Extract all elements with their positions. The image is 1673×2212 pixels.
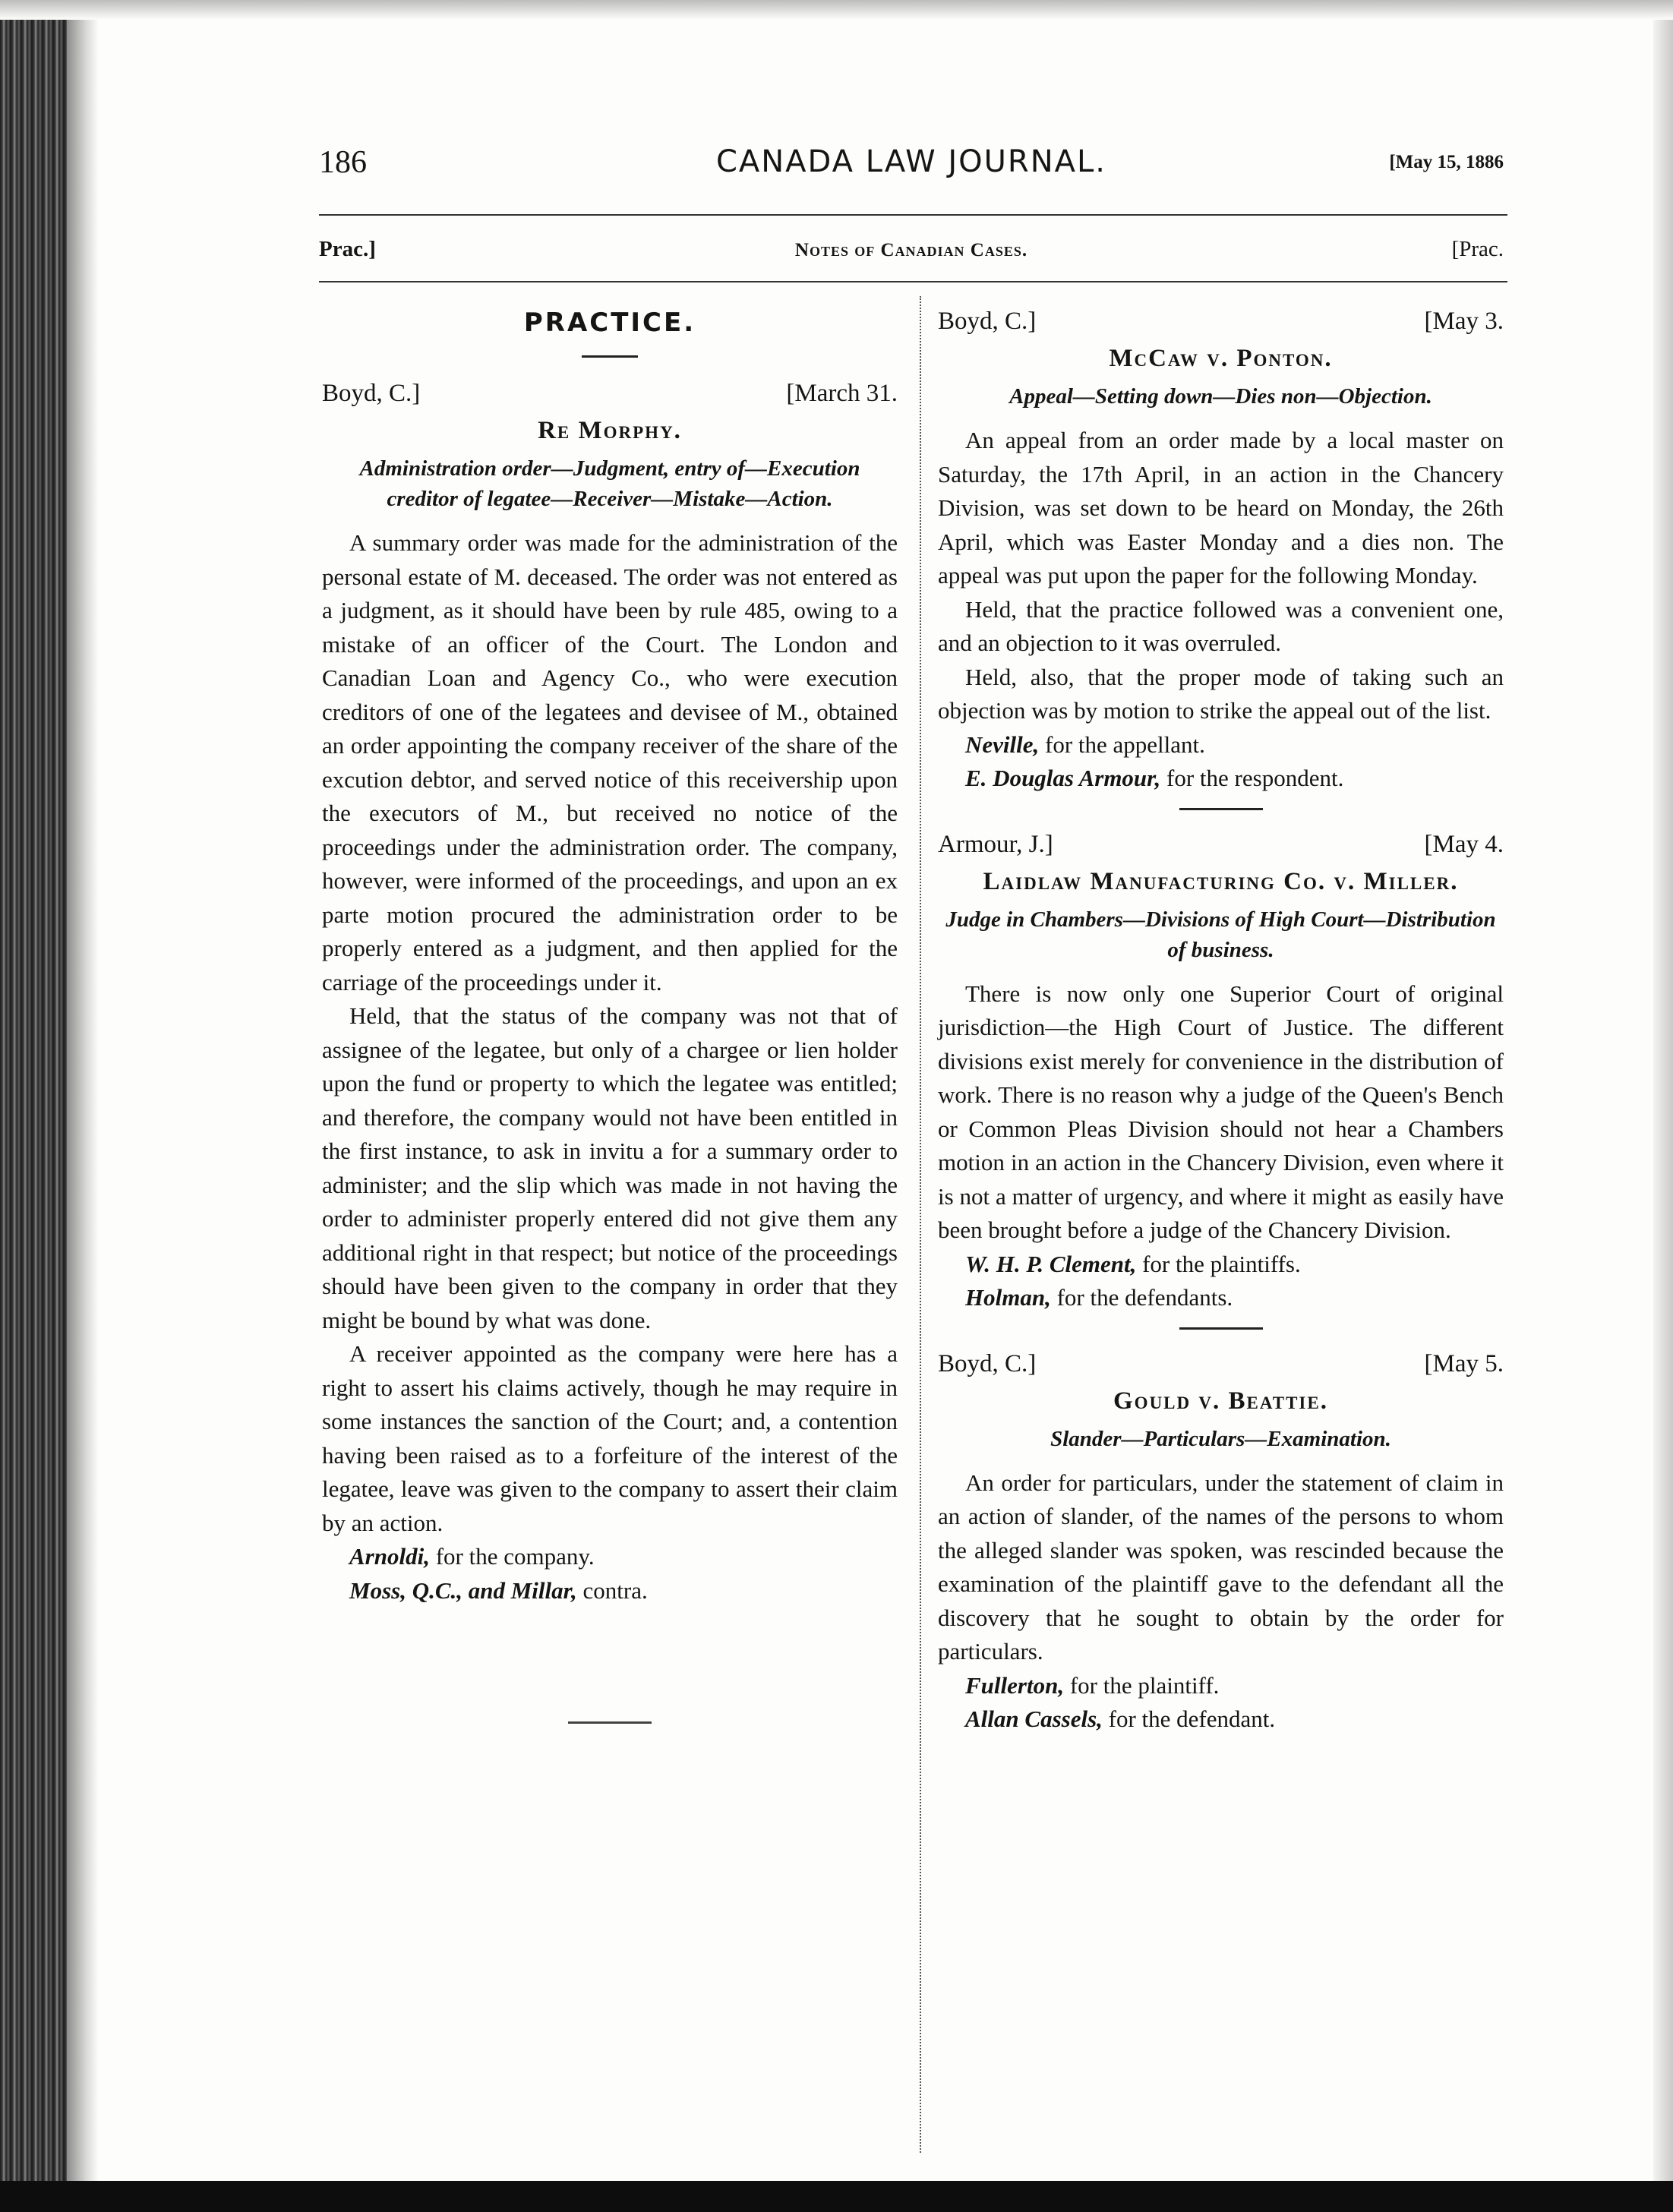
judge-name: Boyd, C.] <box>938 1349 1037 1377</box>
counsel-role: for the company. <box>429 1543 595 1570</box>
counsel-line <box>938 1281 1504 1315</box>
counsel-role: for the plaintiff. <box>1064 1671 1220 1699</box>
counsel-name: E. Douglas Armour, <box>965 765 1161 791</box>
section-center-label: Notes of Canadian Cases. <box>794 240 1028 260</box>
header-rule-top <box>319 214 1507 216</box>
case-separator <box>1179 808 1263 810</box>
left-column <box>322 304 898 1724</box>
book-binding <box>0 0 67 2212</box>
case-mccaw-v-ponton <box>938 304 1504 796</box>
case-paragraph: Held, also, that the proper mode of taking such an objection was by motion to strike the appeal out of the list. <box>938 663 1504 724</box>
case-date: [May 5. <box>1424 1349 1504 1377</box>
court-line <box>938 304 1504 339</box>
counsel-role: contra. <box>576 1576 648 1604</box>
case-headnote: Slander—Particulars—Examination. <box>1050 1426 1391 1451</box>
counsel-line <box>938 1669 1504 1703</box>
case-paragraph: A summary order was made for the administration of the personal estate of M. deceased. The order was not entered as a judgment, as it should have been by rule 485, owing to a mistake of an officer of the Court. The London and Canadian Loan and Agency Co., who were execution creditors of one of the legatees and devisee of M., obtained an order appointing the company receiver of the share of the excution debtor, and served notice of this receivership upon the executors of M., but received no notice of the proceedings under the administration order. The company, however, were informed of the proceedings, and upon an ex parte motion procured the administration order to be properly entered as a judgment, and then applied for the carriage of the proceedings under it. <box>322 529 898 996</box>
judge-name: Boyd, C.] <box>938 308 1037 335</box>
issue-date: [May 15, 1886 <box>1389 152 1504 172</box>
case-separator <box>1179 1327 1263 1330</box>
case-title: Re Morphy. <box>538 417 682 444</box>
judge-name: Armour, J.] <box>938 830 1053 858</box>
counsel-line <box>322 1540 898 1574</box>
section-right-label: [Prac. <box>1451 237 1504 261</box>
case-date: [March 31. <box>786 380 898 407</box>
counsel-role: for the plaintiffs. <box>1136 1250 1301 1277</box>
court-line <box>938 827 1504 862</box>
case-paragraph: There is now only one Superior Court of original jurisdiction—the High Court of Justice. The different divisions exist merely for convenience in the distribution of work. There is no reason why a judge of the Queen's Bench or Common Pleas Division should not hear a Chambers motion in an action in the Chancery Division, even where it is not a matter of urgency, and where it might as easily have been brought before a judge of the Chancery Division. <box>938 980 1504 1243</box>
counsel-name: Holman, <box>965 1284 1051 1311</box>
running-header <box>319 144 1504 197</box>
case-headnote: Appeal—Setting down—Dies non—Objection. <box>1009 384 1432 409</box>
case-title: McCaw v. Ponton. <box>1109 345 1333 372</box>
right-column <box>938 304 1504 1737</box>
case-laidlaw-v-miller <box>938 827 1504 1315</box>
end-rule <box>568 1721 652 1724</box>
court-line <box>938 1346 1504 1381</box>
section-left-label: Prac.] <box>319 237 376 261</box>
journal-title: CANADA LAW JOURNAL. <box>715 144 1107 179</box>
counsel-line <box>938 762 1504 796</box>
case-title: Laidlaw Manufacturing Co. v. Miller. <box>983 867 1459 895</box>
counsel-role: for the appellant. <box>1039 730 1205 758</box>
case-paragraph: An appeal from an order made by a local master on Saturday, the 17th April, in an action in the Chancery Division, was set down to be heard on Monday, the 26th April, which was Easter Monday and a dies non. The appeal was put upon the paper for the following Monday. <box>938 427 1504 588</box>
case-headnote: Administration order—Judgment, entry of—Execution creditor of legatee—Receiver—Mistake—Action. <box>359 456 860 511</box>
section-line <box>319 237 1504 267</box>
counsel-line <box>938 1248 1504 1282</box>
case-re-morphy <box>322 376 898 1608</box>
case-paragraph: An order for particulars, under the statement of claim in an action of slander, of the names of the persons to whom the alleged slander was spoken, was rescinded because the examination of the plaintiff gave to the defendant all the discovery that he sought to obtain by the order for particulars. <box>938 1469 1504 1665</box>
scan-bottom-border <box>0 2181 1673 2212</box>
counsel-name: Allan Cassels, <box>965 1706 1103 1732</box>
title-dash <box>582 355 638 358</box>
counsel-line <box>322 1574 898 1608</box>
page-right-edge <box>1653 0 1673 2212</box>
counsel-role: for the defendant. <box>1102 1706 1276 1732</box>
case-paragraph: A receiver appointed as the company were here has a right to assert his claims actively, though he may require in some instances the sanction of the Court; and, a contention having been raised as to a forfeiture of the interest of the legatee, leave was given to the company to assert their claim by an action. <box>322 1340 898 1536</box>
case-date: [May 4. <box>1424 830 1504 858</box>
column-divider <box>920 296 921 2153</box>
header-rule-bottom <box>319 281 1507 282</box>
counsel-line <box>938 728 1504 762</box>
binding-shadow <box>67 0 99 2212</box>
counsel-name: Arnoldi, <box>349 1543 430 1570</box>
court-line <box>322 376 898 411</box>
counsel-name: Neville, <box>965 730 1040 758</box>
case-paragraph: Held, that the practice followed was a convenient one, and an objection to it was overruled. <box>938 595 1504 656</box>
counsel-name: Fullerton, <box>965 1671 1065 1699</box>
counsel-name: W. H. P. Clement, <box>965 1250 1137 1277</box>
judge-name: Boyd, C.] <box>322 380 421 407</box>
section-title: PRACTICE. <box>523 308 696 338</box>
counsel-line <box>938 1702 1504 1737</box>
case-headnote: Judge in Chambers—Divisions of High Court—Distribution of business. <box>945 907 1496 962</box>
case-title: Gould v. Beattie. <box>1113 1387 1328 1415</box>
page-number: 186 <box>319 145 367 180</box>
case-date: [May 3. <box>1424 308 1504 335</box>
counsel-role: for the defendants. <box>1050 1284 1233 1311</box>
case-paragraph: Held, that the status of the company was not that of assignee of the legatee, but only of a chargee or lien holder upon the fund or property to which the legatee was entitled; and therefore, the company would not have been entitled in the first instance, to ask in invitu a for a summary order to administer; and the slip which was made in not having the order to administer properly entered did not give them any additional right in that respect; but notice of the proceedings should have been given to the company in order that they might be bound by what was done. <box>322 1002 898 1333</box>
counsel-name: Moss, Q.C., and Millar, <box>349 1576 577 1604</box>
page-top-edge <box>0 0 1673 20</box>
counsel-role: for the respondent. <box>1160 765 1344 791</box>
case-gould-v-beattie <box>938 1346 1504 1737</box>
